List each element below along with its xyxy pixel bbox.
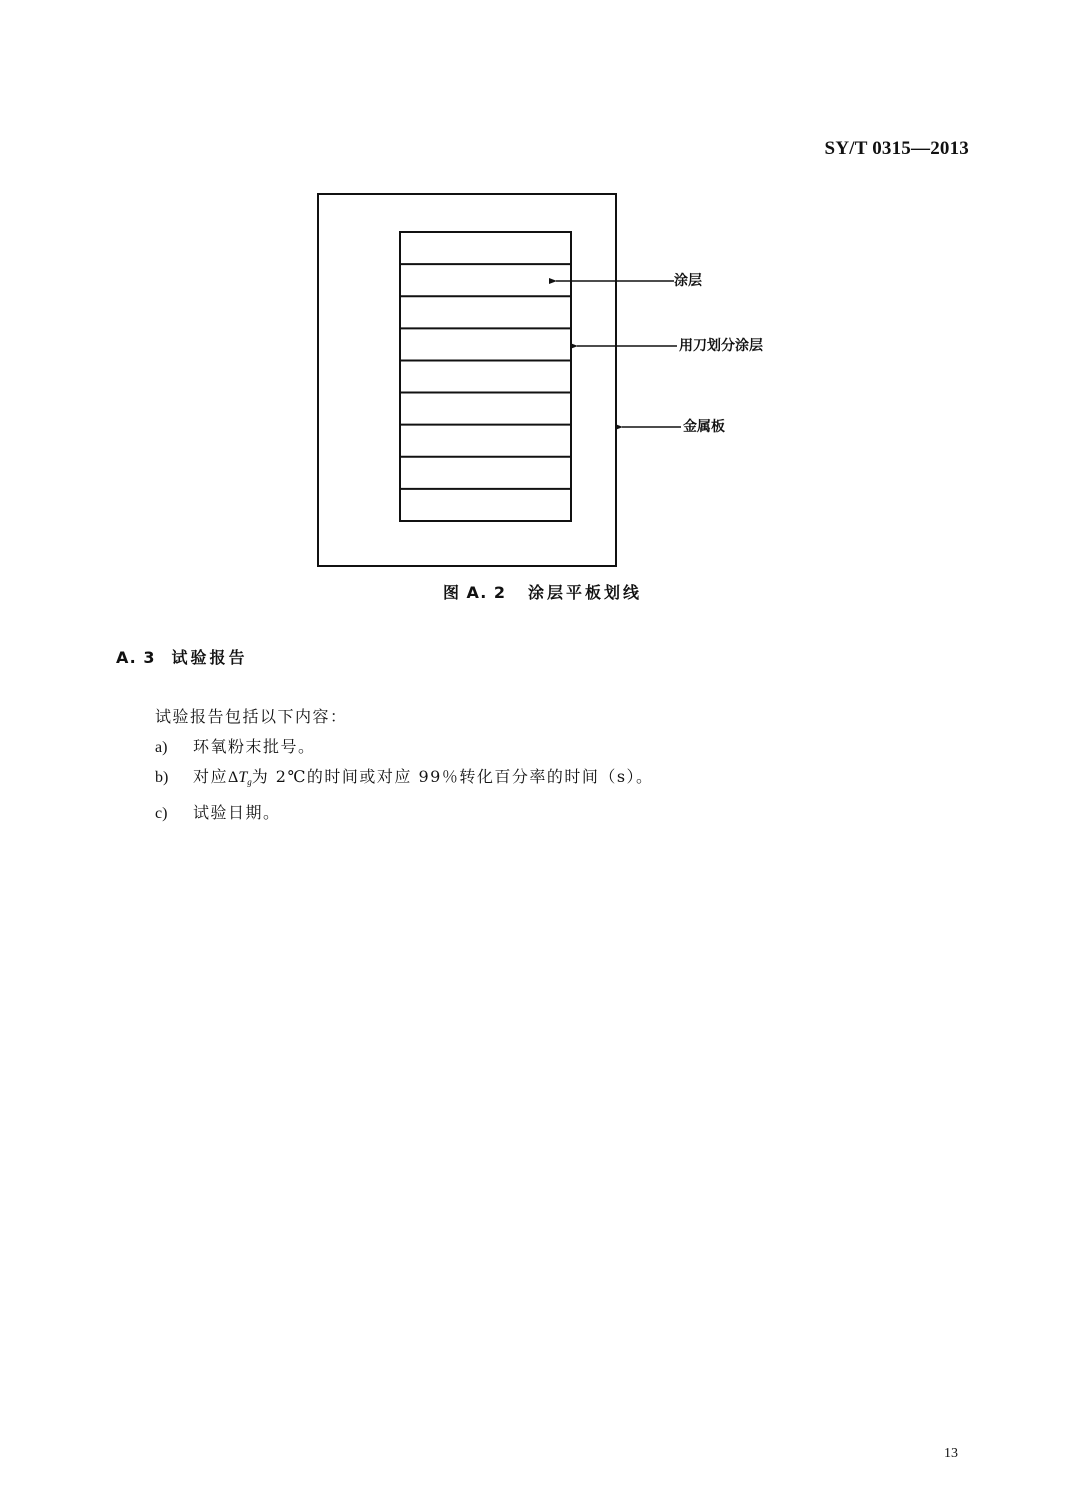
delta-tg-symbol xyxy=(228,769,252,786)
page-number: 13 xyxy=(944,1446,958,1461)
callout-metal-plate: 金属板 xyxy=(683,419,725,435)
figure-caption-title: 涂层平板划线 xyxy=(528,583,643,602)
test-report-body xyxy=(155,702,654,828)
figure-caption xyxy=(0,580,1079,603)
section-title: 试验报告 xyxy=(171,648,248,667)
list-item xyxy=(155,732,654,763)
list-marker: a) xyxy=(155,738,168,756)
g-subscript: g xyxy=(247,777,252,787)
list-item-text-after: 为 2℃的时间或对应 99％转化百分率的时间（s）。 xyxy=(251,767,654,786)
list-item xyxy=(155,762,654,798)
section-number: A. 3 xyxy=(116,648,156,667)
list-marker: c) xyxy=(155,804,168,822)
list-item-text: 环氧粉末批号。 xyxy=(193,736,316,756)
figure-caption-number: 图 A. 2 xyxy=(442,583,507,602)
callout-knife-scored-coating: 用刀划分涂层 xyxy=(679,338,763,354)
section-heading xyxy=(116,645,247,668)
report-intro: 试验报告包括以下内容： xyxy=(155,707,348,726)
list-item-text: 试验日期。 xyxy=(193,802,281,822)
standard-number: SY/T 0315—2013 xyxy=(824,138,969,159)
score-lines xyxy=(400,264,571,489)
coating-area xyxy=(400,232,571,521)
delta-symbol: Δ xyxy=(228,769,239,786)
list-marker: b) xyxy=(155,769,169,786)
callout-coating: 涂层 xyxy=(674,273,702,289)
t-symbol: T xyxy=(238,769,248,786)
list-item-text-before: 对应 xyxy=(193,767,229,786)
coated-plate-scoring-figure xyxy=(0,0,1079,600)
list-item xyxy=(155,798,654,829)
